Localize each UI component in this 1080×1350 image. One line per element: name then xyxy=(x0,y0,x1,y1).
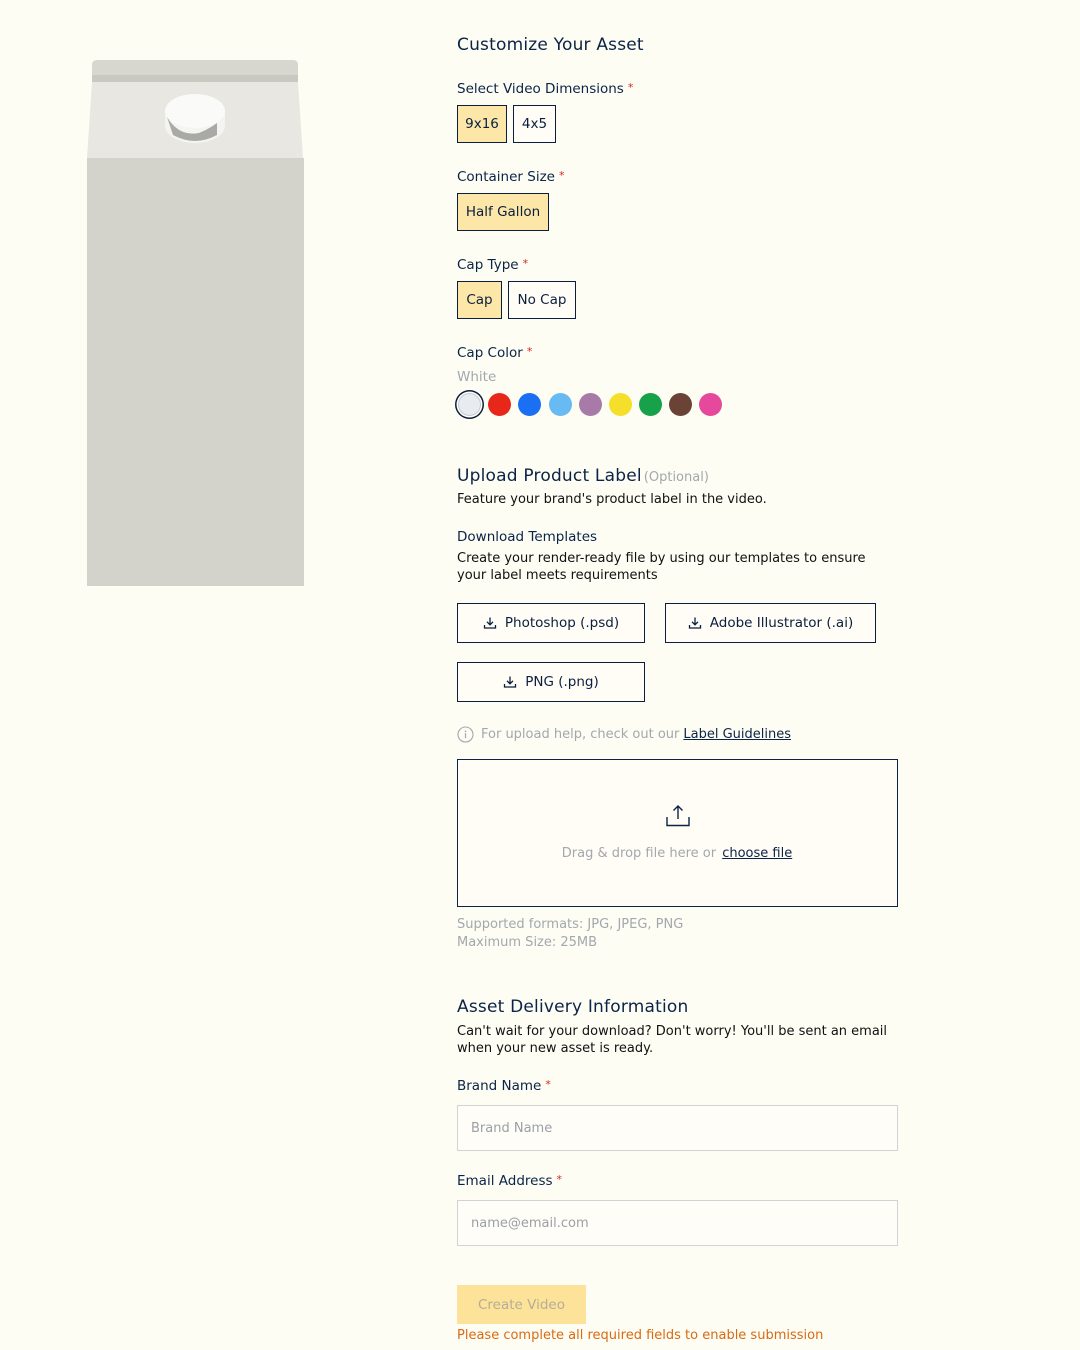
upload-header xyxy=(457,466,709,486)
color-swatch-pink[interactable] xyxy=(699,393,722,416)
color-swatch-white[interactable] xyxy=(458,393,481,416)
file-dropzone[interactable] xyxy=(457,759,898,907)
cap-option-cap[interactable]: Cap xyxy=(457,281,502,319)
email-input[interactable] xyxy=(457,1200,898,1246)
create-video-button[interactable]: Create Video xyxy=(457,1285,586,1324)
color-swatch-light-blue[interactable] xyxy=(549,393,572,416)
color-swatch-purple[interactable] xyxy=(579,393,602,416)
label-guidelines-link[interactable]: Label Guidelines xyxy=(683,727,791,742)
dimension-option-9x16[interactable]: 9x16 xyxy=(457,105,507,143)
page-title: Customize Your Asset xyxy=(457,35,644,55)
download-png-button[interactable]: PNG (.png) xyxy=(457,662,645,702)
container-option-half-gallon[interactable]: Half Gallon xyxy=(457,193,549,231)
upload-icon xyxy=(665,804,691,828)
color-swatch-yellow[interactable] xyxy=(609,393,632,416)
delivery-description: Can't wait for your download? Don't worry! You'll be sent an email when your new asset is ready. xyxy=(457,1024,888,1056)
email-label: Email Address * xyxy=(457,1173,563,1189)
selected-color-name: White xyxy=(457,369,497,385)
supported-formats: Supported formats: JPG, JPEG, PNG xyxy=(457,917,684,932)
choose-file-link[interactable]: choose file xyxy=(722,846,793,861)
download-templates-label: Download Templates xyxy=(457,529,598,545)
dimension-option-4x5[interactable]: 4x5 xyxy=(513,105,556,143)
upload-help: For upload help, check out our Label Guidelines xyxy=(457,726,791,743)
cap-type-label: Cap Type * xyxy=(457,257,529,273)
carton-illustration xyxy=(87,59,304,586)
download-icon xyxy=(483,616,497,630)
video-dimensions-label: Select Video Dimensions * xyxy=(457,81,634,97)
brand-name-label: Brand Name * xyxy=(457,1078,551,1094)
download-ai-button[interactable]: Adobe Illustrator (.ai) xyxy=(665,603,876,643)
dropzone-text: Drag & drop file here or choose file xyxy=(561,846,793,861)
color-swatch-green[interactable] xyxy=(639,393,662,416)
cap-color-label: Cap Color * xyxy=(457,345,533,361)
cap-option-no-cap[interactable]: No Cap xyxy=(508,281,576,319)
container-size-label: Container Size * xyxy=(457,169,565,185)
brand-name-input[interactable] xyxy=(457,1105,898,1151)
max-size: Maximum Size: 25MB xyxy=(457,935,598,950)
download-icon xyxy=(688,616,702,630)
cap-icon xyxy=(165,94,225,143)
color-swatch-blue[interactable] xyxy=(518,393,541,416)
templates-description: Create your render-ready file by using our templates to ensure your label meets requirements xyxy=(457,551,866,583)
download-icon xyxy=(503,675,517,689)
download-psd-button[interactable]: Photoshop (.psd) xyxy=(457,603,645,643)
delivery-title: Asset Delivery Information xyxy=(457,997,689,1017)
upload-title: Upload Product Label xyxy=(457,466,642,486)
optional-tag: (Optional) xyxy=(643,470,709,485)
color-swatch-red[interactable] xyxy=(488,393,511,416)
upload-description: Feature your brand's product label in the video. xyxy=(457,492,767,507)
info-icon xyxy=(457,726,474,743)
carton-preview xyxy=(87,59,304,586)
color-swatch-brown[interactable] xyxy=(669,393,692,416)
submit-warning: Please complete all required fields to enable submission xyxy=(457,1328,824,1343)
